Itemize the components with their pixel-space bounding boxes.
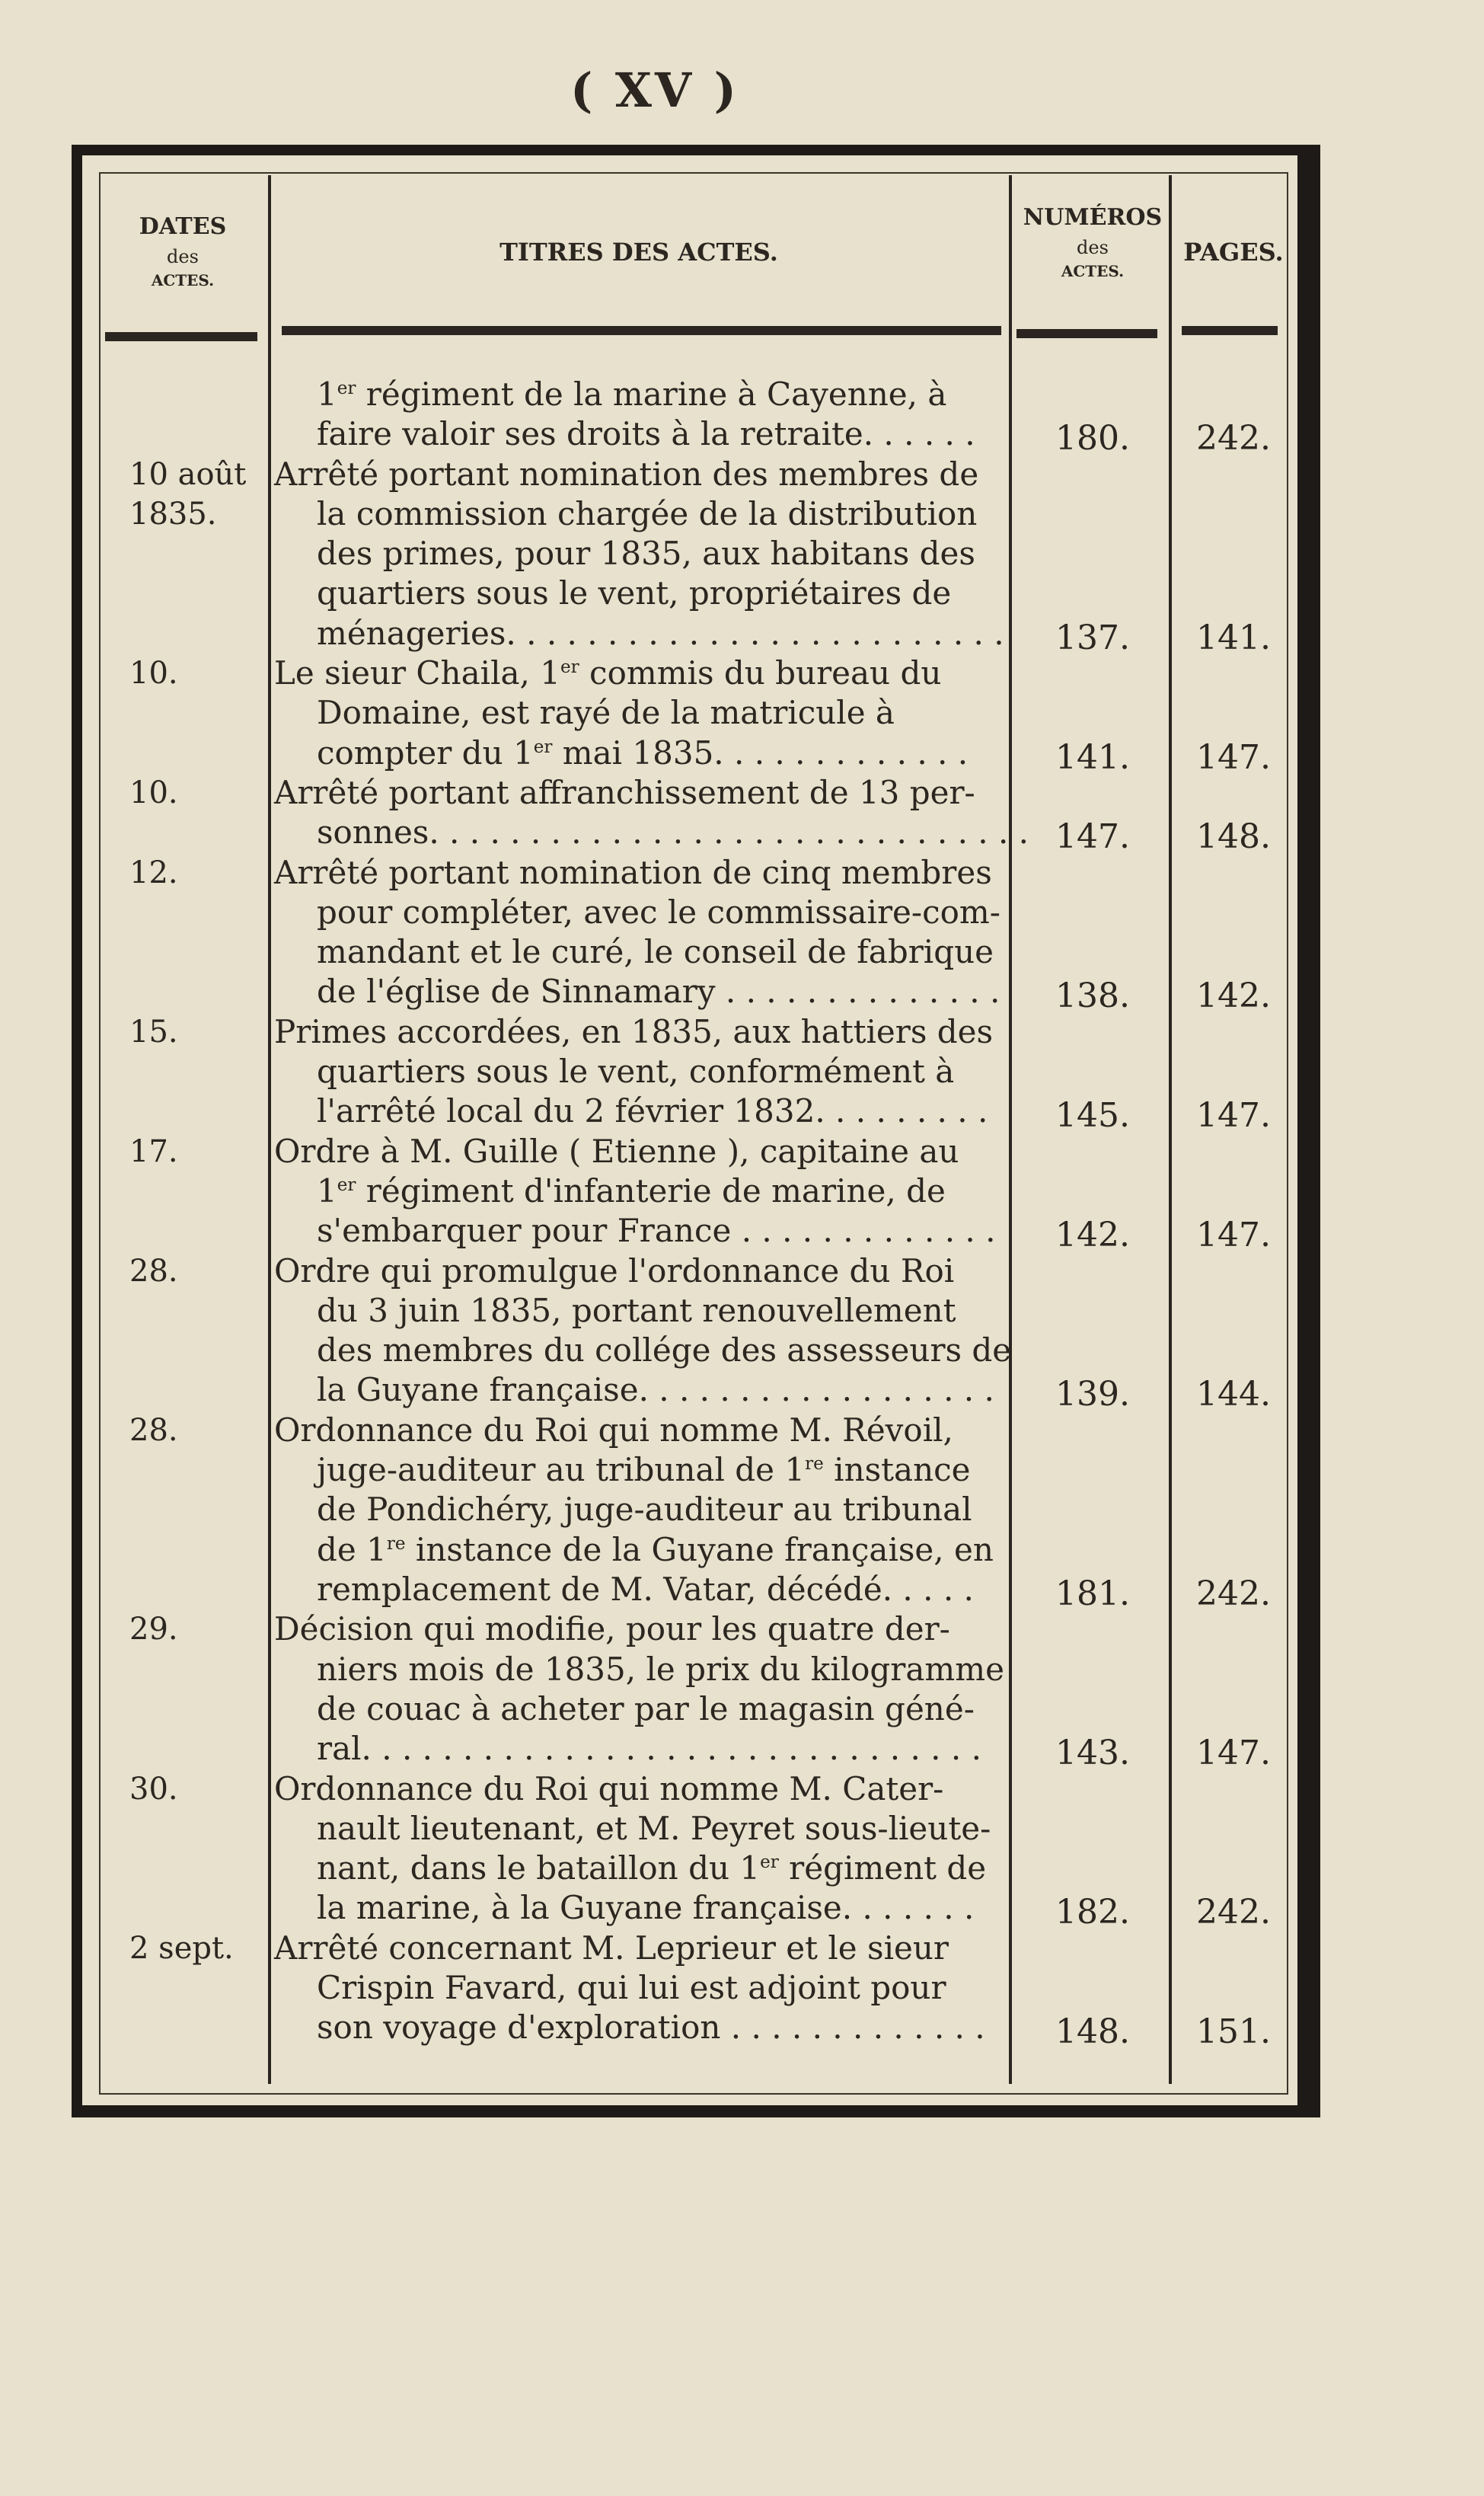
entry-date <box>129 853 266 932</box>
entry-title-line: nant, dans le bataillon du 1er régiment de <box>317 1849 987 1887</box>
entry-date-line <box>129 1450 266 1490</box>
header-numbers-line3: ACTES. <box>1061 262 1125 281</box>
entry-title <box>274 1251 1012 1411</box>
entry-number: 145. <box>1055 1096 1130 1136</box>
entry-title-line: Ordre qui promulgue l'ordonnance du Roi <box>274 1251 955 1290</box>
entry-page: 147. <box>1196 1096 1271 1136</box>
entry-date-line <box>129 1968 266 2008</box>
entry-title-line: 1er régiment d'infanterie de marine, de <box>317 1171 946 1210</box>
entry-title-line: quartiers sous le vent, conformément à <box>317 1053 955 1091</box>
entry-title-line: 1er régiment de la marine à Cayenne, à <box>317 376 947 413</box>
entry-date-line <box>129 414 266 454</box>
entry-date-line: 17. <box>129 1133 178 1169</box>
entry-title <box>274 773 1029 853</box>
entry-page: 148. <box>1196 817 1271 857</box>
entry-title <box>274 1012 1004 1132</box>
header-rule-titles <box>282 326 1001 335</box>
entry-date <box>129 455 266 534</box>
page-number: ( XV ) <box>570 62 740 118</box>
entry-title-line: Arrêté concernant M. Leprieur et le sieur <box>274 1929 949 1967</box>
entry-title-line: Décision qui modifie, pour les quatre der- <box>274 1610 950 1648</box>
entry-date <box>129 1012 266 1091</box>
entry-title-line: Ordonnance du Roi qui nomme M. Révoil, <box>274 1411 953 1449</box>
entry-page: 151. <box>1196 2012 1271 2052</box>
entry-date-line: 10. <box>129 656 178 692</box>
column-divider-dates <box>268 175 271 2084</box>
entry-date-line <box>129 1171 266 1211</box>
column-divider-numbers <box>1169 175 1172 2084</box>
entry-title-line: Ordre à M. Guille ( Etienne ), capitaine au <box>274 1132 959 1170</box>
entry-title-line: faire valoir ses droits à la retraite. . . . . . <box>317 415 975 453</box>
entry-title <box>274 654 1004 773</box>
entry-title-line: Le sieur Chaila, 1er commis du bureau du <box>274 654 942 692</box>
header-titles: TITRES DES ACTES. <box>499 238 778 267</box>
entry-number: 147. <box>1055 817 1130 857</box>
entry-title-line: remplacement de M. Vatar, décédé. . . . . <box>317 1570 974 1608</box>
column-divider-titles <box>1009 175 1012 2084</box>
entry-date-line <box>129 375 266 414</box>
entry-page: 242. <box>1196 1574 1271 1613</box>
entry-date <box>129 1609 266 1689</box>
entry-title-line: de Pondichéry, juge-auditeur au tribunal <box>317 1491 972 1529</box>
entry-number: 181. <box>1055 1574 1130 1613</box>
entry-title-line: Arrêté portant affranchissement de 13 per- <box>274 774 975 811</box>
entry-title-line: la commission chargée de la distribution <box>317 494 978 532</box>
entry-date-line <box>129 1291 266 1331</box>
entry-title-line: Primes accordées, en 1835, aux hattiers des <box>274 1012 994 1050</box>
entry-title <box>274 1411 1004 1609</box>
entry-title <box>274 375 1004 455</box>
entry-date-line: 2 sept. <box>129 1930 234 1966</box>
header-rule-dates <box>105 332 257 341</box>
entry-title-line: sonnes. . . . . . . . . . . . . . . . . . . . . . . . . . . . . . <box>317 813 1029 852</box>
header-rule-pages <box>1182 326 1278 335</box>
entry-number: 141. <box>1055 737 1130 777</box>
entry-title-line: ménageries. . . . . . . . . . . . . . . . . . . . . . . . . <box>317 614 1004 652</box>
entry-page: 147. <box>1196 1734 1271 1773</box>
entry-date <box>129 773 266 852</box>
entry-date-line: 30. <box>129 1771 178 1807</box>
entry-date-line: 28. <box>129 1412 178 1448</box>
entry-date <box>129 1769 266 1849</box>
entry-date-line: 1835. <box>129 496 217 532</box>
entry-date <box>129 1132 266 1211</box>
entry-title-line: du 3 juin 1835, portant renouvellement <box>317 1291 956 1329</box>
entry-title <box>274 1769 1004 1929</box>
entry-title-line: pour compléter, avec le commissaire-com- <box>317 893 1001 931</box>
entry-date-line <box>129 813 266 852</box>
entry-title-line: mandant et le curé, le conseil de fabrique <box>317 933 994 971</box>
entry-date <box>129 1929 266 2008</box>
entry-date-line <box>129 893 266 932</box>
entry-title-line: juge-auditeur au tribunal de 1re instance <box>317 1451 971 1489</box>
header-pages: PAGES. <box>1183 238 1284 267</box>
entry-title <box>274 853 1004 1012</box>
entry-title-line: son voyage d'exploration . . . . . . . . . . . . . <box>317 2009 985 2047</box>
header-numbers <box>1016 201 1169 283</box>
entry-date <box>129 1411 266 1490</box>
entry-date-line <box>129 1052 266 1091</box>
entry-title-line: niers mois de 1835, le prix du kilogramme <box>317 1650 1004 1688</box>
entry-title <box>274 1132 1004 1251</box>
entry-date <box>129 1251 266 1331</box>
entry-date-line: 15. <box>129 1014 178 1050</box>
entry-page: 147. <box>1196 737 1271 777</box>
entry-title-line: la Guyane française. . . . . . . . . . . . . . . . . . <box>317 1371 994 1409</box>
entry-date-line: 10. <box>129 775 178 810</box>
entry-number: 138. <box>1055 976 1130 1016</box>
entry-title-line: de 1re instance de la Guyane française, en <box>317 1530 994 1568</box>
header-rule-numbers <box>1016 329 1157 338</box>
entry-title-line: la marine, à la Guyane française. . . . . . . <box>317 1889 975 1927</box>
entry-title-line: l'arrêté local du 2 février 1832. . . . . . . . . <box>317 1092 988 1130</box>
entry-title-line: des membres du collége des assesseurs de <box>317 1331 1012 1369</box>
entry-page: 147. <box>1196 1216 1271 1255</box>
entry-title-line: Arrêté portant nomination des membres de <box>274 455 979 493</box>
entry-number: 182. <box>1055 1893 1130 1932</box>
entry-title-line: de couac à acheter par le magasin géné- <box>317 1689 975 1727</box>
entry-page: 141. <box>1196 618 1271 657</box>
entry-number: 139. <box>1055 1375 1130 1414</box>
entry-number: 142. <box>1055 1216 1130 1255</box>
entry-page: 242. <box>1196 419 1271 459</box>
entry-title <box>274 1929 1004 2048</box>
header-numbers-line1: NUMÉROS <box>1023 204 1163 231</box>
entry-number: 180. <box>1055 419 1130 459</box>
entry-number: 143. <box>1055 1734 1130 1773</box>
entry-date <box>129 375 266 454</box>
entry-date-line <box>129 693 266 733</box>
entry-number: 148. <box>1055 2012 1130 2052</box>
entry-title-line: s'embarquer pour France . . . . . . . . . . . . . <box>317 1212 996 1250</box>
header-dates-line3: ACTES. <box>151 271 215 290</box>
entry-title-line: ral. . . . . . . . . . . . . . . . . . . . . . . . . . . . . . . <box>317 1730 981 1768</box>
header-dates-line1: DATES <box>139 213 227 240</box>
entry-title <box>274 455 1004 654</box>
entry-date-line: 28. <box>129 1253 178 1289</box>
entry-title-line: nault lieutenant, et M. Peyret sous-lieute- <box>317 1809 991 1847</box>
entry-page: 144. <box>1196 1375 1271 1414</box>
entry-title-line: de l'église de Sinnamary . . . . . . . . . . . . . . <box>317 973 1001 1011</box>
entry-title-line: Crispin Favard, qui lui est adjoint pour <box>317 1968 946 2006</box>
entry-date-line <box>129 1809 266 1849</box>
header-dates-line2: des <box>167 245 199 267</box>
entry-title <box>274 1609 1004 1769</box>
entry-title-line: quartiers sous le vent, propriétaires de <box>317 574 952 612</box>
header-dates <box>107 210 259 292</box>
entry-date-line <box>129 1649 266 1689</box>
header-numbers-line2: des <box>1077 236 1109 258</box>
entry-title-line: compter du 1er mai 1835. . . . . . . . . . . . . <box>317 733 969 772</box>
entry-title-line: Ordonnance du Roi qui nomme M. Cater- <box>274 1769 944 1807</box>
entry-page: 142. <box>1196 976 1271 1016</box>
entry-date-line: 10 août <box>129 456 247 492</box>
entry-page: 242. <box>1196 1893 1271 1932</box>
entry-date-line: 29. <box>129 1612 178 1647</box>
entry-number: 137. <box>1055 618 1130 657</box>
entry-title-line: Domaine, est rayé de la matricule à <box>317 694 895 732</box>
entry-title-line: Arrêté portant nomination de cinq membres <box>274 853 992 891</box>
entry-title-line: des primes, pour 1835, aux habitans des <box>317 535 975 573</box>
entry-date <box>129 654 266 733</box>
entry-date-line: 12. <box>129 855 178 890</box>
